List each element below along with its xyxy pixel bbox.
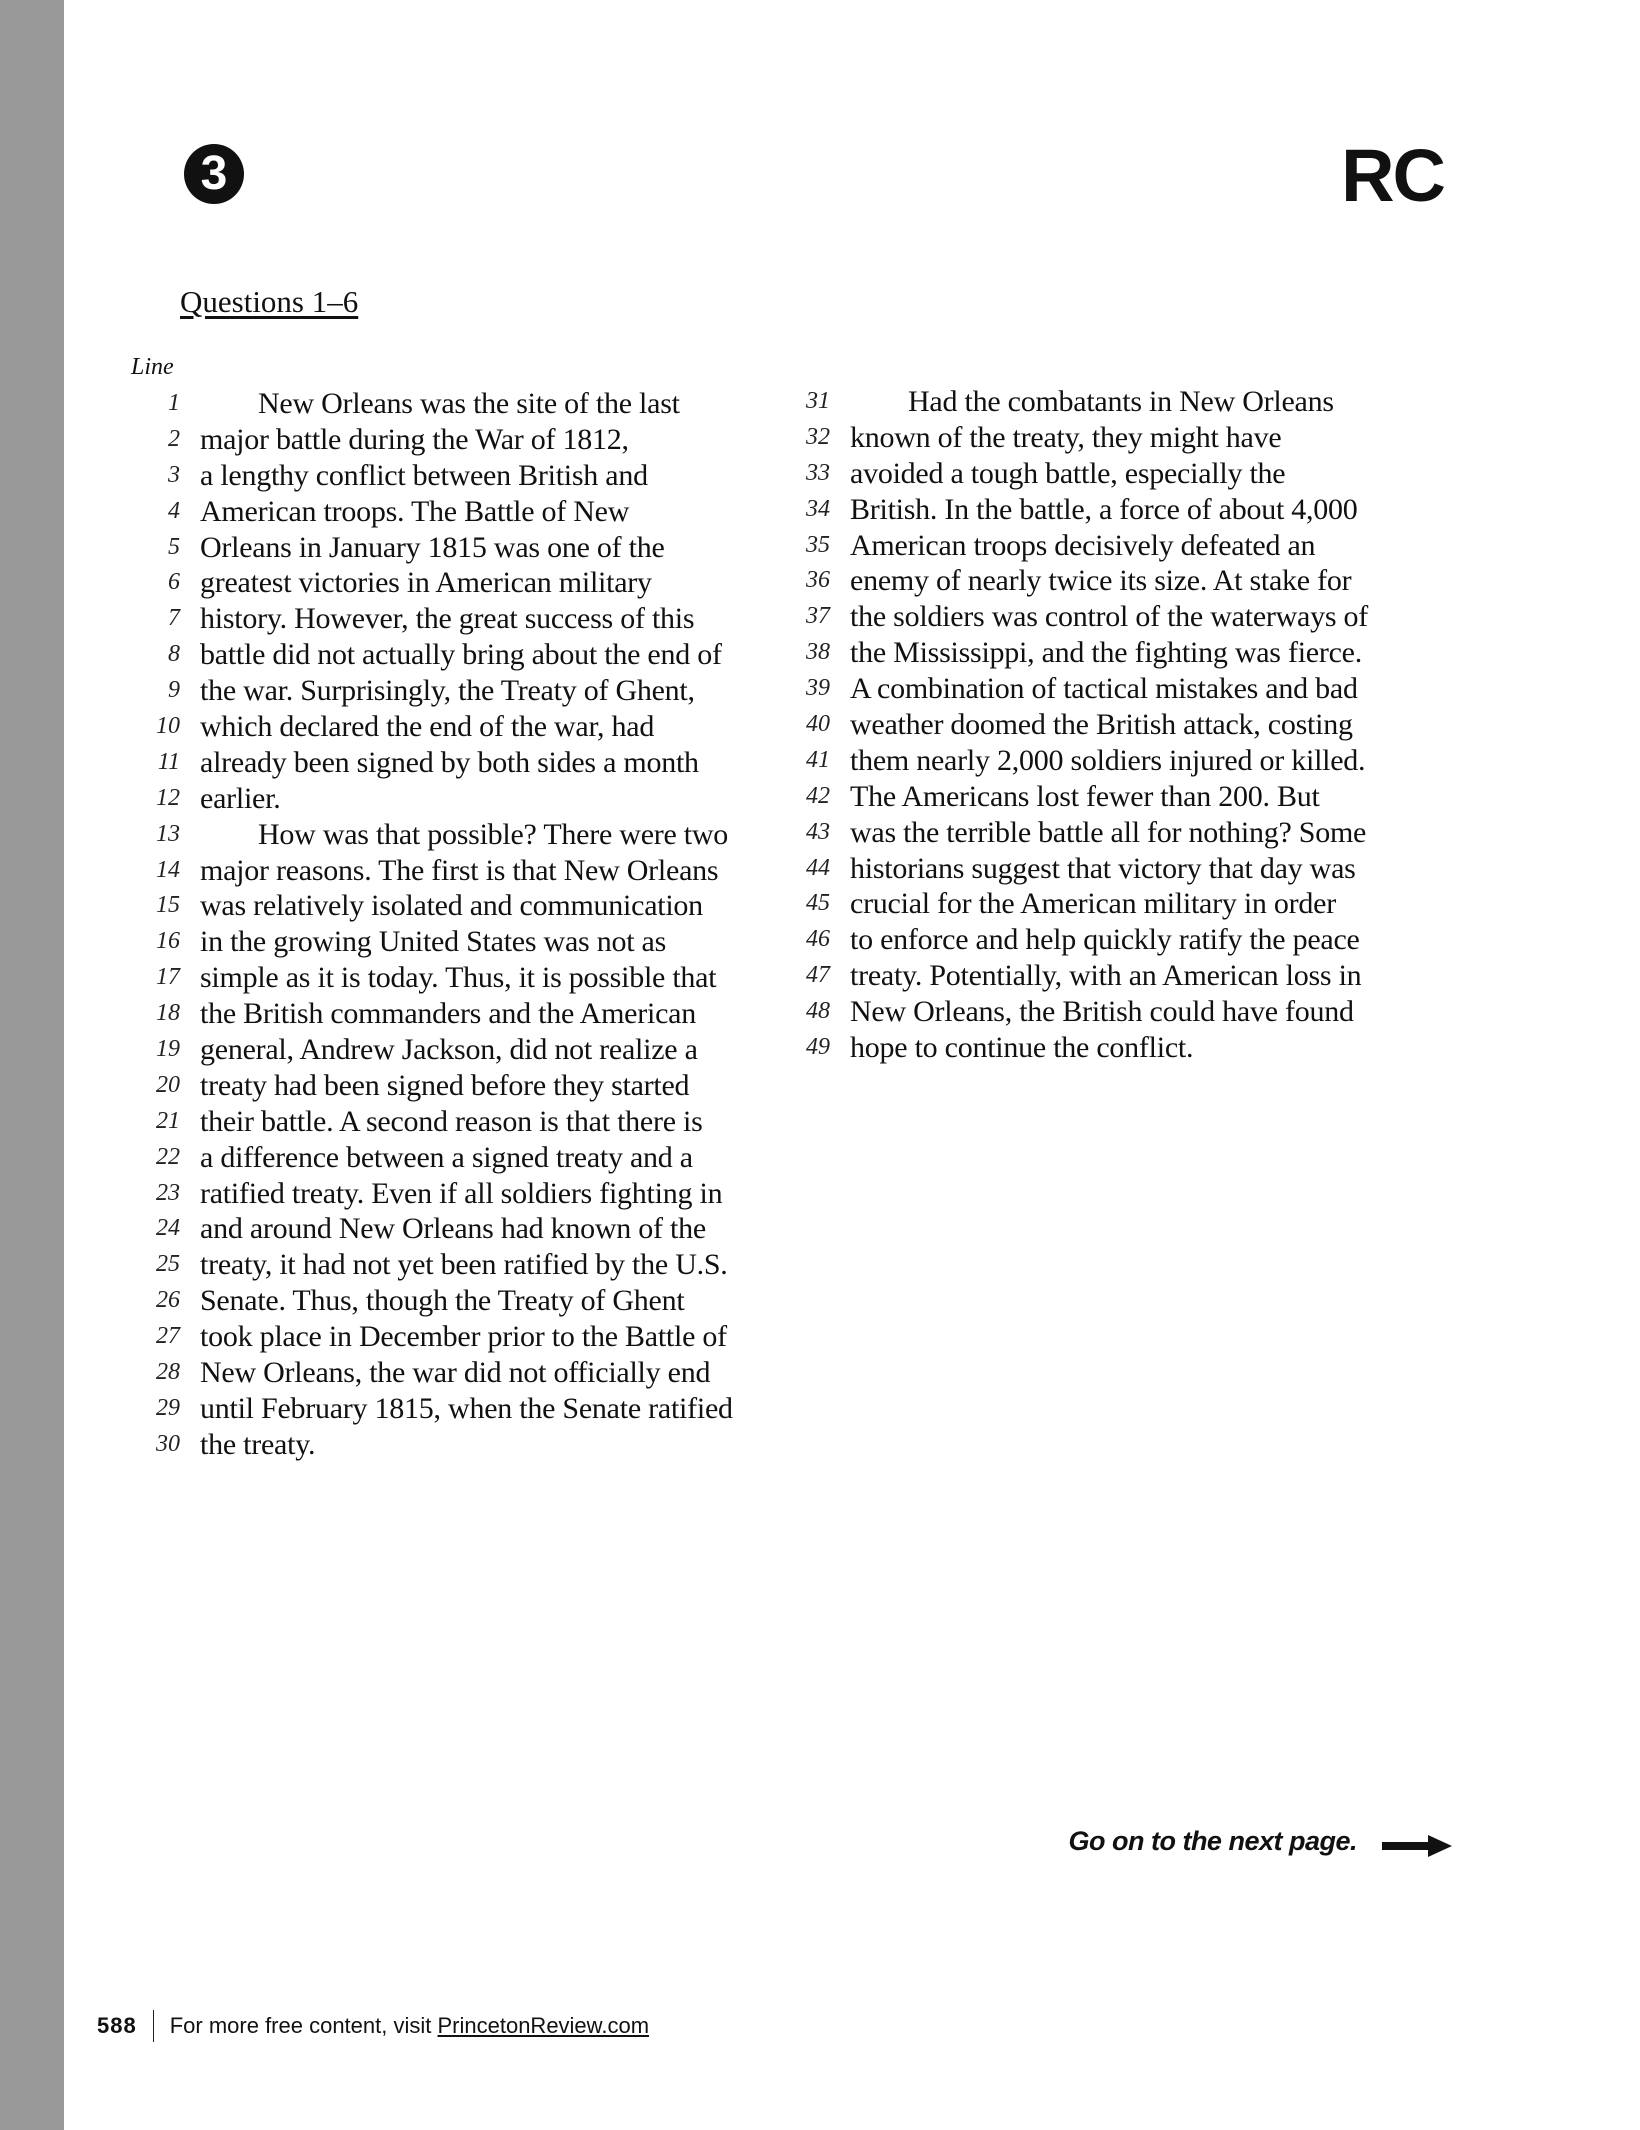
line-text: the Mississippi, and the fighting was fierce. [850,636,1362,670]
line-number: 17 [156,964,180,991]
line-text: the treaty. [200,1427,316,1461]
line-text: the war. Surprisingly, the Treaty of Ghent, [200,674,695,708]
passage-line [120,494,733,530]
line-number: 35 [806,531,830,558]
line-number: 8 [168,641,180,668]
passage-line [120,996,733,1032]
passage-line [120,673,733,709]
line-number: 32 [806,423,830,450]
passage-line [770,635,1368,671]
line-text: The Americans lost fewer than 200. But [850,779,1320,813]
passage-line [120,1032,733,1068]
passage-line [770,528,1368,564]
line-text: was relatively isolated and communication [200,889,703,923]
line-text: the British commanders and the American [200,997,696,1031]
line-number: 42 [806,782,830,809]
line-text: A combination of tactical mistakes and bad [850,672,1358,706]
website-link[interactable]: PrincetonReview.com [437,2013,650,2038]
line-text: How was that possible? There were two [258,817,729,851]
line-number: 22 [156,1143,180,1170]
line-number: 37 [806,603,830,630]
passage-line [770,886,1368,922]
passage-line [770,1030,1368,1066]
passage-line [120,386,733,422]
passage-line [120,1427,733,1463]
line-text: New Orleans was the site of the last [258,387,680,420]
passage-line [120,1068,733,1104]
line-text: was the terrible battle all for nothing? Some [850,815,1367,849]
line-text: crucial for the American military in order [850,887,1336,921]
footer-text: For more free content, visit [169,2013,438,2038]
line-number: 31 [806,388,830,414]
line-text: major battle during the War of 1812, [200,422,629,456]
line-number: 46 [806,926,830,953]
line-text: history. However, the great success of this [200,602,695,636]
line-text: in the growing United States was not as [200,925,667,959]
passage-line [120,709,733,745]
line-label: Line [131,354,174,380]
line-number: 36 [806,567,830,594]
line-text: general, Andrew Jackson, did not realize a [200,1033,698,1067]
passage-line [120,781,733,817]
passage-line [120,565,733,601]
passage-line [120,853,733,889]
line-text: New Orleans, the war did not officially end [200,1356,711,1390]
passage-right-column [770,384,1368,1066]
line-text: known of the treaty, they might have [850,420,1282,454]
passage-line [770,707,1368,743]
passage-line [120,1176,733,1212]
passage-line [770,815,1368,851]
line-number: 13 [156,820,180,847]
passage-line [120,422,733,458]
line-number: 43 [806,818,830,845]
line-number: 19 [156,1036,180,1063]
passage-line [120,458,733,494]
line-text: treaty. Potentially, with an American loss in [850,959,1362,993]
line-number: 24 [156,1215,180,1242]
line-number: 2 [168,425,180,452]
passage-line [770,420,1368,456]
section-number-badge: 3 [184,144,244,204]
line-text: took place in December prior to the Battle of [200,1320,727,1354]
line-text: earlier. [200,781,281,815]
page-number: 588 [97,2013,137,2038]
line-text: the soldiers was control of the waterways of [850,600,1369,634]
line-number: 16 [156,928,180,955]
line-text: them nearly 2,000 soldiers injured or killed. [850,743,1366,777]
passage-left-column [120,386,733,1463]
line-number: 7 [168,605,180,632]
passage-line [770,492,1368,528]
line-number: 48 [806,998,830,1025]
questions-heading: Questions 1–6 [180,284,359,319]
line-text: avoided a tough battle, especially the [850,456,1286,490]
line-text: already been signed by both sides a month [200,745,699,779]
footer-divider [153,2010,154,2042]
line-number: 14 [156,856,180,883]
passage-line [770,599,1368,635]
line-number: 3 [168,461,180,488]
passage-line [120,888,733,924]
passage-line [120,1283,733,1319]
passage-line [120,817,733,853]
line-text: American troops. The Battle of New [200,494,630,528]
line-text: ratified treaty. Even if all soldiers fighting in [200,1176,723,1210]
line-number: 47 [806,962,830,989]
passage-line [770,743,1368,779]
line-number: 25 [156,1251,180,1278]
line-number: 9 [168,677,180,704]
passage-line [120,530,733,566]
passage-line [770,671,1368,707]
line-text: which declared the end of the war, had [200,710,655,744]
line-number: 6 [168,569,180,596]
passage-line [120,924,733,960]
line-number: 15 [156,892,180,919]
line-text: weather doomed the British attack, costing [850,708,1353,742]
passage-line [120,1104,733,1140]
line-text: and around New Orleans had known of the [200,1212,706,1246]
line-text: British. In the battle, a force of about 4,000 [850,492,1358,526]
line-number: 45 [806,890,830,917]
go-on-text: Go on to the next page. [1068,1826,1357,1856]
line-text: hope to continue the conflict. [850,1031,1194,1065]
line-number: 10 [156,713,180,740]
line-number: 39 [806,675,830,702]
line-text: Orleans in January 1815 was one of the [200,530,665,564]
line-number: 27 [156,1323,180,1350]
section-code: RC [1341,134,1444,217]
line-number: 5 [168,533,180,560]
line-number: 34 [806,495,830,522]
arrow-right-icon [1382,1835,1452,1857]
passage-line [770,563,1368,599]
passage-line [120,601,733,637]
line-text: battle did not actually bring about the end of [200,638,722,672]
line-number: 33 [806,459,830,486]
passage-line [120,1391,733,1427]
line-number: 49 [806,1034,830,1061]
line-number: 18 [156,1000,180,1027]
line-text: a lengthy conflict between British and [200,458,648,492]
passage-line [770,922,1368,958]
line-number: 20 [156,1071,180,1098]
line-text: major reasons. The first is that New Orleans [200,853,719,887]
line-number: 44 [806,854,830,881]
line-number: 11 [157,748,180,775]
line-text: treaty had been signed before they started [200,1068,690,1102]
line-text: to enforce and help quickly ratify the peace [850,923,1360,957]
passage-line [770,851,1368,887]
line-number: 1 [168,390,180,416]
line-number: 29 [156,1394,180,1421]
line-number: 30 [156,1430,180,1457]
line-text: New Orleans, the British could have found [850,995,1354,1029]
passage-line [120,637,733,673]
line-text: greatest victories in American military [200,566,652,600]
line-text: until February 1815, when the Senate ratified [200,1391,733,1425]
passage-line [770,994,1368,1030]
passage-line [770,384,1368,420]
page-footer [97,2010,649,2042]
line-text: enemy of nearly twice its size. At stake for [850,564,1352,598]
passage-line [770,779,1368,815]
page-edge-bar [0,0,64,2130]
line-number: 12 [156,784,180,811]
line-text: their battle. A second reason is that there is [200,1104,703,1138]
passage-line [770,456,1368,492]
passage-line [120,1355,733,1391]
line-text: simple as it is today. Thus, it is possible that [200,961,717,995]
line-number: 23 [156,1179,180,1206]
line-text: treaty, it had not yet been ratified by the U.S. [200,1248,728,1282]
passage-line [120,960,733,996]
line-text: American troops decisively defeated an [850,528,1316,562]
passage-line [770,958,1368,994]
passage-line [120,1247,733,1283]
passage-line [120,745,733,781]
line-text: a difference between a signed treaty and a [200,1140,693,1174]
line-number: 41 [806,746,830,773]
passage-line [120,1319,733,1355]
line-number: 28 [156,1359,180,1386]
line-text: Had the combatants in New Orleans [908,385,1334,418]
passage-line [120,1211,733,1247]
line-number: 4 [168,497,180,524]
line-number: 38 [806,639,830,666]
line-number: 26 [156,1287,180,1314]
line-number: 40 [806,711,830,738]
passage-line [120,1140,733,1176]
line-text: historians suggest that victory that day was [850,851,1356,885]
line-text: Senate. Thus, though the Treaty of Ghent [200,1284,685,1318]
line-number: 21 [156,1107,180,1134]
